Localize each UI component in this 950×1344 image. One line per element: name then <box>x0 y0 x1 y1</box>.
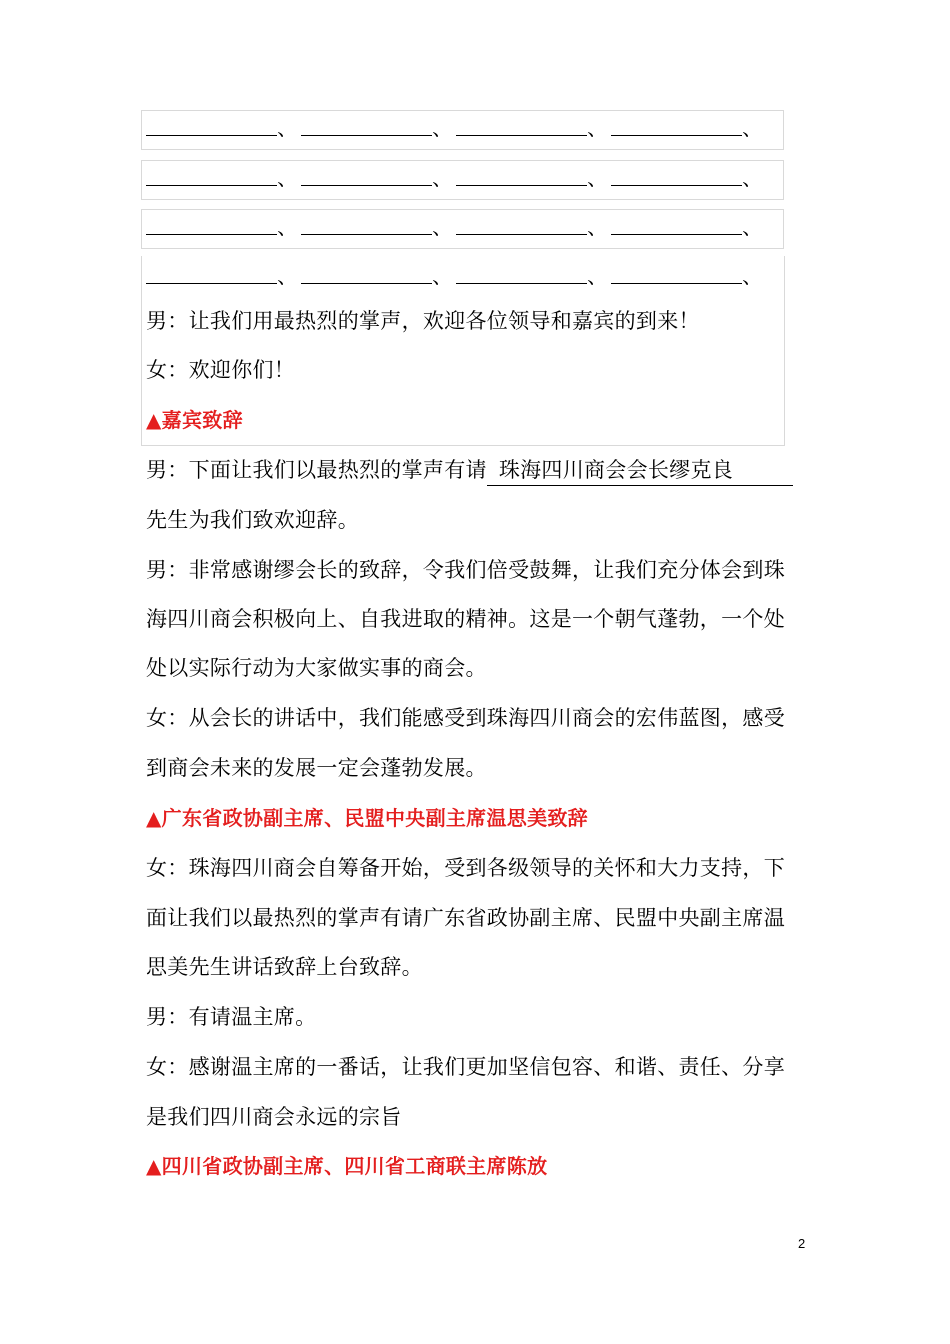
separator: 、 <box>587 264 608 288</box>
dialogue-line <box>146 455 793 486</box>
blank-field[interactable] <box>146 263 277 284</box>
blank-field[interactable] <box>456 115 587 136</box>
dialogue-line: 男：非常感谢缪会长的致辞，令我们倍受鼓舞，让我们充分体会到珠 <box>146 558 785 582</box>
dialogue-line: 女：从会长的讲话中，我们能感受到珠海四川商会的宏伟蓝图，感受 <box>146 706 785 730</box>
blank-row-2 <box>146 160 766 190</box>
separator: 、 <box>277 264 298 288</box>
speaker-fill-field: 珠海四川商会会长缪克良 <box>487 455 793 486</box>
separator: 、 <box>587 215 608 239</box>
dialogue-line: 海四川商会积极向上、自我进取的精神。这是一个朝气蓬勃，一个处 <box>146 607 785 631</box>
dialogue-line: 女：珠海四川商会自筹备开始，受到各级领导的关怀和大力支持，下 <box>146 856 785 880</box>
blank-field[interactable] <box>301 115 432 136</box>
blank-field[interactable] <box>456 214 587 235</box>
separator: 、 <box>587 166 608 190</box>
blank-row-4 <box>146 258 766 288</box>
separator: 、 <box>432 166 453 190</box>
separator: 、 <box>742 116 763 140</box>
separator: 、 <box>742 215 763 239</box>
blank-field[interactable] <box>611 263 742 284</box>
dialogue-line: 先生为我们致欢迎辞。 <box>146 508 359 532</box>
page-number: 2 <box>798 1236 806 1251</box>
blank-field[interactable] <box>456 263 587 284</box>
blank-field[interactable] <box>456 165 587 186</box>
dialogue-prefix: 男：下面让我们以最热烈的掌声有请 <box>146 458 487 482</box>
dialogue-line: 男：让我们用最热烈的掌声，欢迎各位领导和嘉宾的到来！ <box>146 309 700 333</box>
separator: 、 <box>587 116 608 140</box>
blank-field[interactable] <box>301 165 432 186</box>
blank-row-1 <box>146 110 766 140</box>
separator: 、 <box>742 264 763 288</box>
blank-field[interactable] <box>301 214 432 235</box>
dialogue-line: 女：欢迎你们！ <box>146 358 296 382</box>
section-heading: ▲广东省政协副主席、民盟中央副主席温思美致辞 <box>146 806 588 830</box>
blank-row-3 <box>146 209 766 239</box>
blank-field[interactable] <box>146 165 277 186</box>
dialogue-line: 到商会未来的发展一定会蓬勃发展。 <box>146 756 487 780</box>
blank-field[interactable] <box>301 263 432 284</box>
dialogue-line: 女：感谢温主席的一番话，让我们更加坚信包容、和谐、责任、分享 <box>146 1055 785 1079</box>
separator: 、 <box>432 264 453 288</box>
separator: 、 <box>277 166 298 190</box>
section-heading: ▲四川省政协副主席、四川省工商联主席陈放 <box>146 1154 548 1178</box>
blank-field[interactable] <box>611 165 742 186</box>
separator: 、 <box>277 215 298 239</box>
blank-field[interactable] <box>146 214 277 235</box>
separator: 、 <box>432 116 453 140</box>
dialogue-line: 思美先生讲话致辞上台致辞。 <box>146 955 423 979</box>
section-heading: ▲嘉宾致辞 <box>146 408 243 432</box>
separator: 、 <box>277 116 298 140</box>
blank-field[interactable] <box>611 214 742 235</box>
blank-field[interactable] <box>146 115 277 136</box>
dialogue-line: 处以实际行动为大家做实事的商会。 <box>146 656 487 680</box>
separator: 、 <box>742 166 763 190</box>
separator: 、 <box>432 215 453 239</box>
dialogue-line: 是我们四川商会永远的宗旨 <box>146 1105 402 1129</box>
dialogue-line: 面让我们以最热烈的掌声有请广东省政协副主席、民盟中央副主席温 <box>146 906 785 930</box>
blank-field[interactable] <box>611 115 742 136</box>
dialogue-line: 男：有请温主席。 <box>146 1005 317 1029</box>
